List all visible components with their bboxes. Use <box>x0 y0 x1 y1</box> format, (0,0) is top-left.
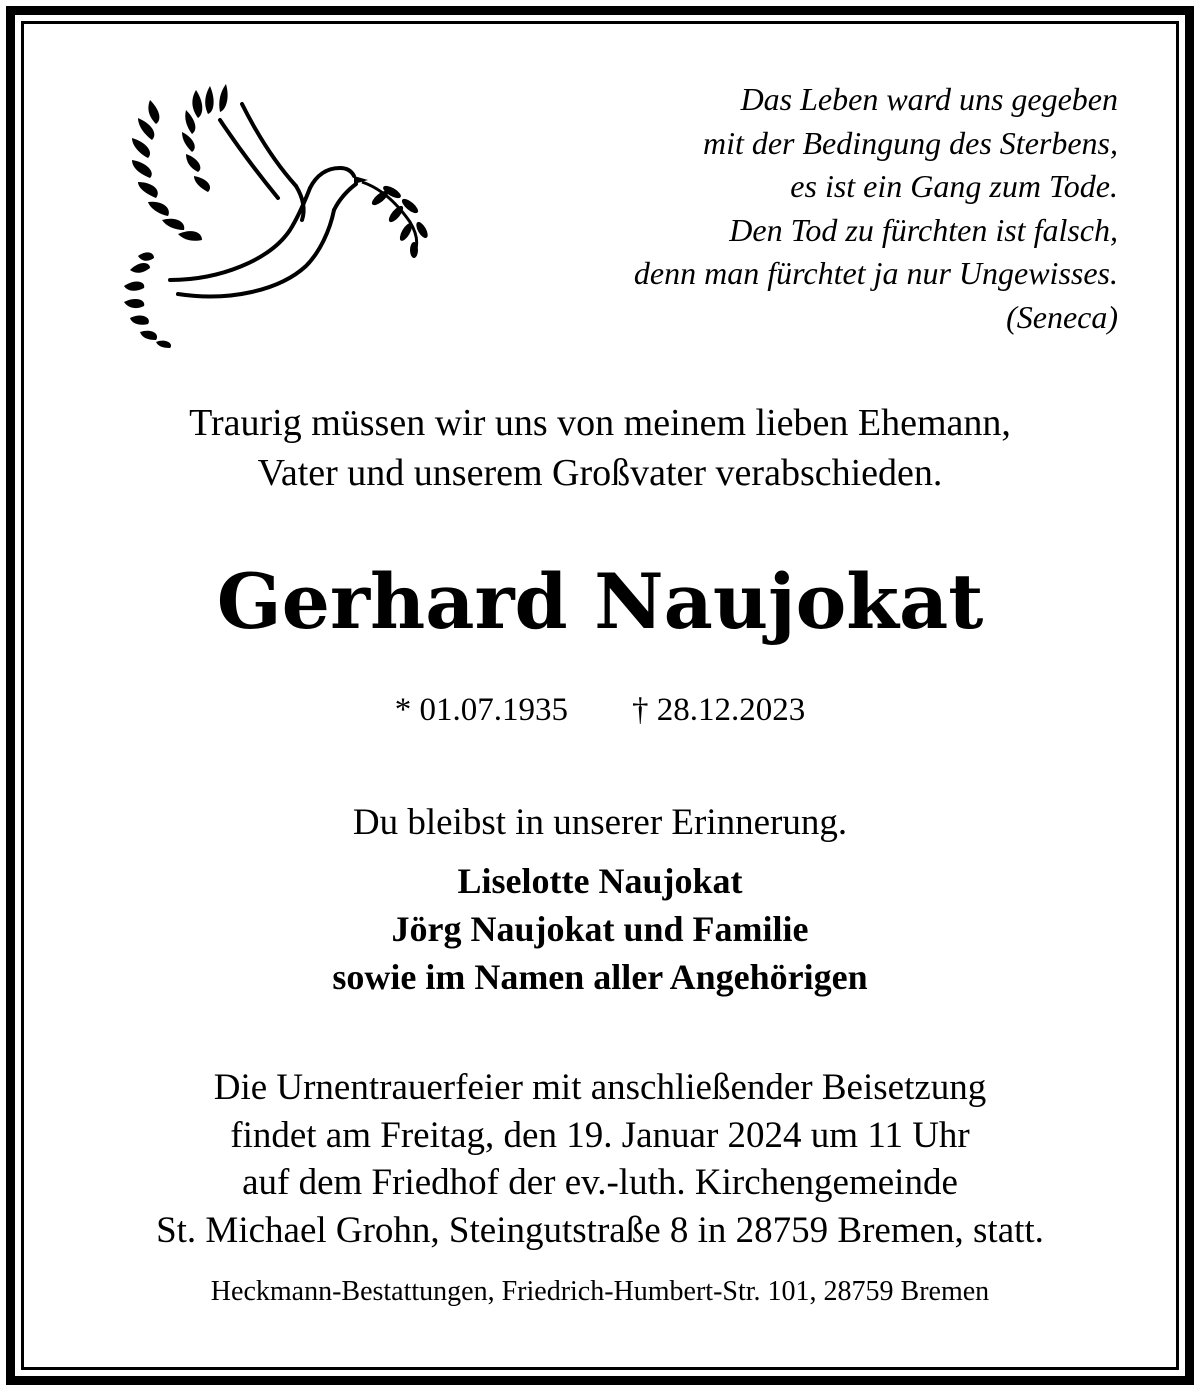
mourner-line: Jörg Naujokat und Familie <box>391 909 809 949</box>
mourner-line: Liselotte Naujokat <box>457 861 743 901</box>
intro-line: Traurig müssen wir uns von meinem lieben Ehemann, <box>189 402 1011 444</box>
ceremony-line: St. Michael Grohn, Steingutstraße 8 in 28759 Bremen, statt. <box>156 1209 1044 1251</box>
ceremony-line: findet am Freitag, den 19. Januar 2024 um 11 Uhr <box>230 1114 970 1156</box>
quote-line: mit der Bedingung des Sterbens, <box>702 124 1118 161</box>
quote-line: Den Tod zu fürchten ist falsch, <box>729 211 1118 248</box>
ceremony-line: Die Urnentrauerfeier mit anschließender Beisetzung <box>213 1067 987 1108</box>
seneca-quote <box>498 78 1118 339</box>
memory-line: Du bleibst in unserer Erinnerung. <box>352 802 848 843</box>
dove-with-olive-branch-icon <box>110 80 430 350</box>
birth-date: * 01.07.1935 <box>394 692 568 728</box>
ceremony-line: auf dem Friedhof der ev.-luth. Kirchengemeinde <box>242 1162 958 1203</box>
mourner-line: sowie im Namen aller Angehörigen <box>332 957 868 997</box>
quote-line: es ist ein Gang zum Tode. <box>790 168 1118 204</box>
quote-line: Das Leben ward uns gegeben <box>740 81 1118 117</box>
quote-line: denn man fürchtet ja nur Ungewisses. <box>633 255 1118 291</box>
mourners-list <box>0 857 1200 1001</box>
intro-line: Vater und unserem Großvater verabschieden. <box>257 452 943 494</box>
undertaker-info: Heckmann-Bestattungen, Friedrich-Humbert-Str. 101, 28759 Bremen <box>210 1276 990 1307</box>
intro-text <box>0 398 1200 498</box>
ceremony-details <box>0 1064 1200 1254</box>
life-dates <box>0 690 1200 730</box>
death-date: † 28.12.2023 <box>632 692 806 728</box>
quote-author: (Seneca) <box>1006 298 1118 335</box>
deceased-name: Gerhard Naujokat <box>216 557 984 646</box>
